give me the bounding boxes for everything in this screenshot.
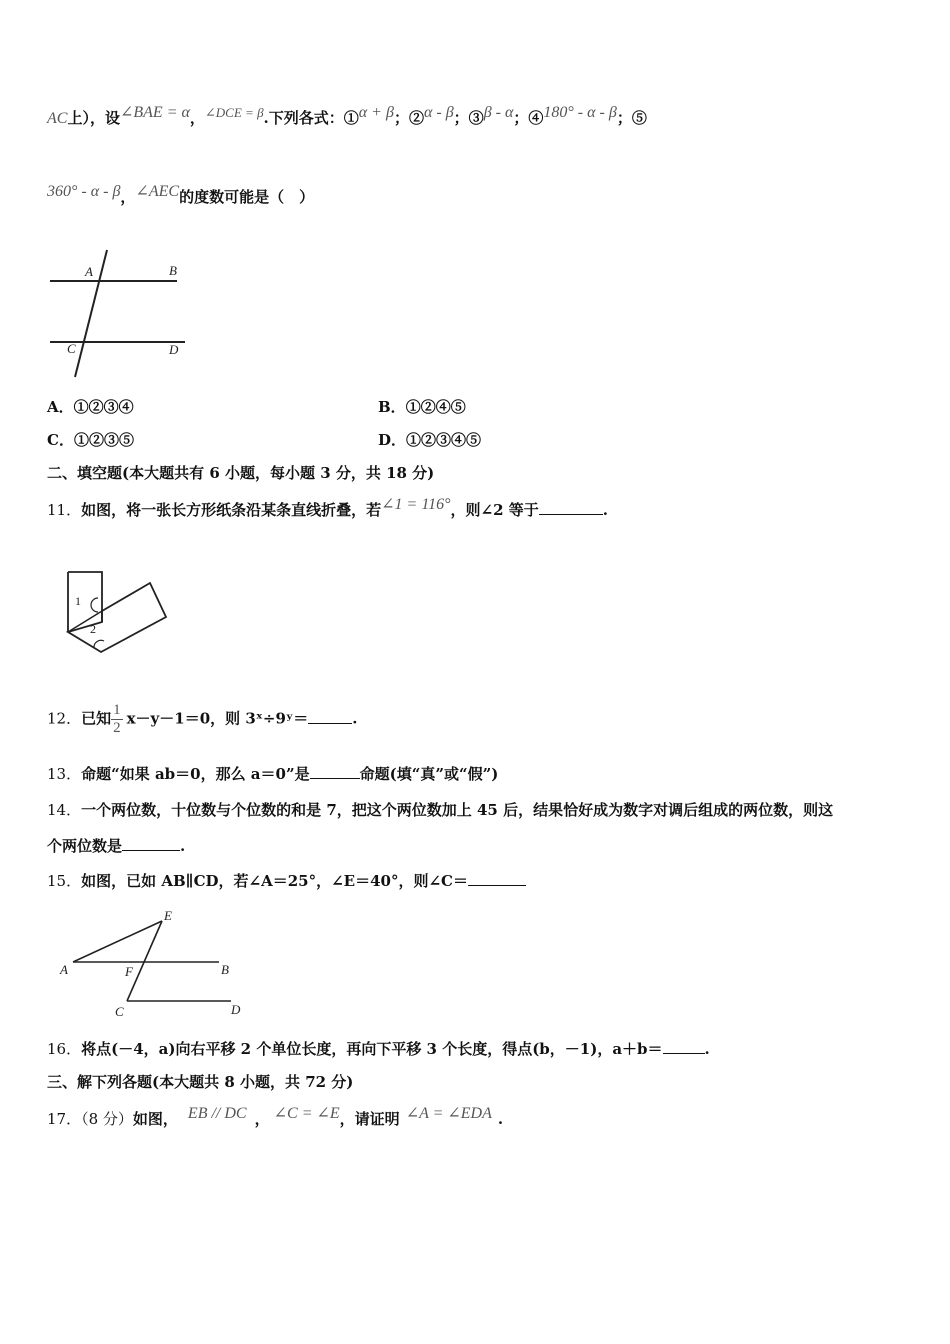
q16-text-1: 将点(－4，a)向右平移 2 个单位长度，再向下平移 3 个长度，得点(b，－1)，a＋b＝ bbox=[81, 1040, 663, 1058]
q11-text-1: 如图，将一张长方形纸条沿某条直线折叠，若 bbox=[81, 501, 382, 519]
math-bae: ∠BAE = α bbox=[119, 104, 190, 121]
q11-answer-blank[interactable] bbox=[539, 500, 603, 515]
option-d-text: ①②③④⑤ bbox=[406, 431, 482, 449]
q16-end: . bbox=[704, 1040, 710, 1058]
option-b-text: ①②④⑤ bbox=[405, 398, 466, 416]
expr-2: α - β bbox=[423, 104, 454, 121]
fig-label-e: E bbox=[164, 908, 172, 923]
q10-question: 的度数可能是（ ） bbox=[179, 188, 315, 206]
q10-text-2: .下列各式：① bbox=[263, 109, 359, 127]
q17-text-2: ，请证明 bbox=[339, 1110, 400, 1128]
q10-comma: ， bbox=[189, 109, 205, 127]
q16-number: 16． bbox=[47, 1040, 82, 1058]
option-b[interactable] bbox=[378, 396, 466, 417]
fig-label-b: B bbox=[221, 962, 229, 977]
q14-line-2 bbox=[47, 836, 185, 856]
q16-answer-blank[interactable] bbox=[663, 1039, 705, 1054]
fig-label-2: 2 bbox=[90, 622, 96, 636]
option-c-text: ①②③⑤ bbox=[73, 431, 134, 449]
q17-text-1: 如图， bbox=[132, 1110, 178, 1128]
fraction-numerator: 1 bbox=[113, 702, 121, 718]
fig-label-a: A bbox=[85, 264, 93, 279]
q15-text-1: 如图，已如 AB∥CD，若∠A＝25°，∠E＝40°，则∠C＝ bbox=[81, 872, 468, 890]
q14-end: . bbox=[180, 837, 186, 855]
option-d-letter: D． bbox=[378, 431, 407, 449]
expr-1: α + β bbox=[358, 104, 394, 121]
q11-number: 11． bbox=[47, 501, 82, 519]
fig-label-c: C bbox=[115, 1004, 124, 1019]
q15 bbox=[47, 871, 526, 891]
q10-figure bbox=[45, 245, 190, 380]
q10-line-2 bbox=[47, 183, 315, 208]
option-a-letter: A． bbox=[47, 398, 74, 416]
q10-text-1: 上），设 bbox=[67, 109, 120, 127]
q15-figure bbox=[55, 905, 255, 1023]
q17-comma: ， bbox=[254, 1110, 270, 1128]
q11-text-2: ，则∠2 等于 bbox=[450, 501, 539, 519]
q17-math-3: ∠A = ∠EDA bbox=[405, 1105, 492, 1122]
q14-text-1: 一个两位数，十位数与个位数的和是 7，把这个两位数加上 45 后，结果恰好成为数字对调后组成的两位数，则这 bbox=[81, 801, 834, 819]
q11 bbox=[47, 496, 608, 521]
q12-end: . bbox=[352, 709, 358, 728]
option-a[interactable] bbox=[47, 396, 134, 417]
math-ac: AC bbox=[47, 110, 68, 127]
q17 bbox=[47, 1105, 504, 1130]
fig-label-c: C bbox=[67, 341, 76, 356]
fraction-denominator: 2 bbox=[113, 720, 121, 736]
q17-number: 17． bbox=[47, 1110, 82, 1128]
fig-label-1: 1 bbox=[75, 594, 81, 608]
expr-5: 360° - α - β bbox=[47, 183, 121, 200]
q15-answer-blank[interactable] bbox=[468, 871, 526, 886]
fig-label-f: F bbox=[125, 964, 133, 979]
q11-figure bbox=[60, 566, 175, 658]
expr-3: β - α bbox=[483, 104, 514, 121]
q14-answer-blank[interactable] bbox=[122, 836, 180, 851]
fig-label-d: D bbox=[231, 1002, 241, 1017]
option-d[interactable] bbox=[378, 429, 481, 450]
expr-4: 180° - α - β bbox=[543, 104, 617, 121]
q12-answer-blank[interactable] bbox=[308, 709, 352, 724]
q15-number: 15． bbox=[47, 872, 82, 890]
q10-comma-2: ， bbox=[120, 188, 136, 206]
section-2-heading: 二、填空题(本大题共有 6 小题，每小题 3 分，共 18 分) bbox=[47, 464, 435, 482]
q11-end: . bbox=[602, 501, 608, 519]
sep-2: ；② bbox=[393, 109, 424, 127]
q14-number: 14． bbox=[47, 801, 82, 819]
q10-line-1 bbox=[47, 104, 647, 129]
sep-5: ；⑤ bbox=[616, 109, 647, 127]
q14-line-1 bbox=[47, 800, 833, 820]
q12-number: 12． bbox=[47, 709, 82, 728]
q12-text-1: 已知 bbox=[81, 709, 112, 728]
q17-math-2: ∠C = ∠E bbox=[273, 1105, 340, 1122]
math-dce: ∠DCE = β bbox=[204, 105, 264, 120]
q13 bbox=[47, 764, 498, 784]
option-c-letter: C． bbox=[47, 431, 74, 449]
q16 bbox=[47, 1039, 710, 1059]
fig-label-a: A bbox=[60, 962, 68, 977]
q17-math-1: EB // DC bbox=[187, 1105, 247, 1122]
q13-text-2: 命题(填“真”或“假”) bbox=[359, 765, 499, 783]
q12 bbox=[47, 702, 357, 737]
q17-score: （8 分） bbox=[81, 1110, 133, 1128]
q13-number: 13． bbox=[47, 765, 82, 783]
fig-label-d: D bbox=[169, 342, 179, 357]
q12-text-2: x－y－1＝0，则 3ˣ÷9ʸ＝ bbox=[126, 709, 309, 728]
option-c[interactable] bbox=[47, 429, 134, 450]
option-a-text: ①②③④ bbox=[73, 398, 134, 416]
math-aec: ∠AEC bbox=[135, 183, 180, 200]
sep-4: ；④ bbox=[513, 109, 544, 127]
section-3-heading: 三、解下列各题(本大题共 8 小题，共 72 分) bbox=[47, 1073, 354, 1091]
q12-fraction bbox=[111, 702, 123, 737]
option-b-letter: B． bbox=[378, 398, 406, 416]
q11-math: ∠1 = 116° bbox=[381, 496, 451, 513]
q17-end: . bbox=[497, 1110, 504, 1128]
q13-answer-blank[interactable] bbox=[310, 764, 360, 779]
sep-3: ；③ bbox=[453, 109, 484, 127]
q13-text-1: 命题“如果 ab＝0，那么 a＝0”是 bbox=[81, 765, 310, 783]
fig-label-b: B bbox=[169, 263, 177, 278]
q14-text-2: 个两位数是 bbox=[47, 837, 123, 855]
